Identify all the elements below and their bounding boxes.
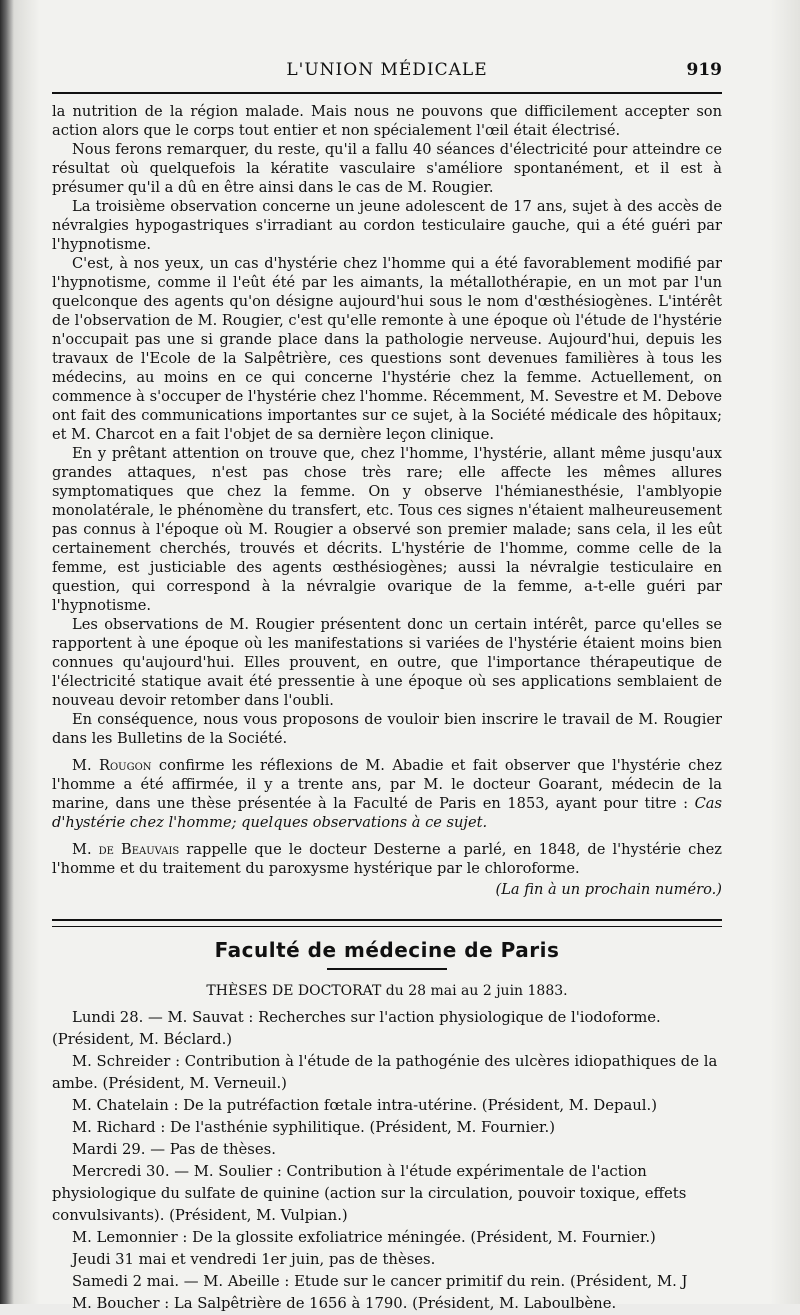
thesis-entry: Jeudi 31 mai et vendredi 1er juin, pas de thèses.: [72, 1251, 436, 1268]
thesis-entry: Mercredi 30. — M. Soulier : Contribution à l'étude expérimentale de l'action physiologique du sulfate de quinine (action sur la circulation, pouvoir toxique, effets convulsivants). (Président, M. Vulpian.): [52, 1163, 687, 1224]
theses-heading: THÈSES DE DOCTORAT du 28 mai au 2 juin 1883.: [206, 983, 568, 999]
beauvais-paragraph: [52, 840, 722, 878]
paragraph: Nous ferons remarquer, du reste, qu'il a fallu 40 séances d'électricité pour atteindre ce résultat où quelquefois la kératite vasculaire s'améliore spontanément, et il est à présumer qu'il a dû en être ainsi dans le cas de M. Rougier.: [52, 141, 722, 196]
thesis-entry: M. Lemonnier : De la glossite exfoliatrice méningée. (Président, M. Fournier.): [72, 1229, 656, 1246]
page-number: 919: [686, 60, 722, 80]
paragraph: Les observations de M. Rougier présentent donc un certain intérêt, parce qu'elles se rapportent à une époque où les manifestations si variées de l'hystérie étaient moins bien connues qu'aujourd'hui. Elles prouvent, en outre, que l'importance thérapeutique de l'électricité statique avait été pressentie à une époque où ses applications semblaient de nouveau devoir retomber dans l'oubli.: [52, 616, 722, 709]
section-divider: [52, 919, 722, 927]
header-rule: [52, 92, 722, 94]
paragraph: La troisième observation concerne un jeune adolescent de 17 ans, sujet à des accès de névralgies hypogastriques s'irradiant au cordon testiculaire gauche, qui a été guéri par l'hypnotisme.: [52, 198, 722, 253]
theses-list: [52, 1007, 722, 1315]
beauvais-text: rappelle que le docteur Desterne a parlé, en 1848, de l'hystérie chez l'homme et du traitement du paroxysme hystérique par le chloroforme.: [52, 841, 722, 877]
rougon-text: confirme les réflexions de M. Abadie et fait observer que l'hystérie chez l'homme a été affirmée, il y a trente ans, par M. le docteur Goarant, médecin de la marine, dans une thèse présentée à la Faculté de Paris en 1853, ayant pour titre :: [52, 757, 722, 812]
thesis-entry: Lundi 28. — M. Sauvat : Recherches sur l'action physiologique de l'iodoforme. (Président, M. Béclard.): [52, 1009, 661, 1048]
paragraph: En y prêtant attention on trouve que, chez l'homme, l'hystérie, allant même jusqu'aux grandes attaques, n'est pas chose très rare; elle affecte les mêmes allures symptomatiques que chez la femme. On y observe l'hémianesthésie, l'amblyopie monolatérale, le phénomène du transfert, etc. Tous ces signes n'étaient malheureusement pas connus à l'époque où M. Rougier a observé son premier malade; sans cela, il les eût certainement cherchés, trouvés et décrits. L'hystérie de l'homme, comme celle de la femme, est justiciable des agents œsthésiogènes; aussi la névralgie testiculaire en question, qui correspond à la névralgie ovarique de la femme, a-t-elle guéri par l'hypnotisme.: [52, 445, 722, 614]
section-title: Faculté de médecine de Paris: [214, 938, 560, 962]
paragraph: En conséquence, nous vous proposons de vouloir bien inscrire le travail de M. Rougier dans les Bulletins de la Société.: [52, 711, 722, 747]
title-underline: [327, 968, 447, 970]
thesis-entry: M. Schreider : Contribution à l'étude de la pathogénie des ulcères idiopathiques de la ambe. (Président, M. Verneuil.): [52, 1053, 718, 1092]
page-header: [52, 58, 722, 88]
thesis-entry: Samedi 2 mai. — M. Abeille : Etude sur le cancer primitif du rein. (Président, M. J: [72, 1273, 688, 1290]
paragraph: C'est, à nos yeux, un cas d'hystérie chez l'homme qui a été favorablement modifié par l'hypnotisme, comme il l'eût été par les aimants, la métallothérapie, en un mot par l'un quelconque des agents qu'on désigne aujourd'hui sous le nom d'œsthésiogènes. L'intérêt de l'observation de M. Rougier, c'est qu'elle remonte à une époque où l'étude de l'hystérie n'occupait pas une si grande place dans la pathologie nerveuse. Aujourd'hui, depuis les travaux de l'Ecole de la Salpêtrière, ces questions sont devenues familières à tous les médecins, au moins en ce qui concerne l'hystérie chez la femme. Actuellement, on commence à s'occuper de l'hystérie chez l'homme. Récemment, M. Sevestre et M. Debove ont fait des communications importantes sur ce sujet, à la Société médicale des hôpitaux; et M. Charcot en a fait l'objet de sa dernière leçon clinique.: [52, 255, 722, 443]
thesis-entry: M. Chatelain : De la putréfaction fœtale intra-utérine. (Président, M. Depaul.): [72, 1097, 658, 1114]
paragraph: la nutrition de la région malade. Mais nous ne pouvons que difficilement accepter son action alors que le corps tout entier et non spécialement l'œil était électrisé.: [52, 103, 722, 139]
continued-note: (La fin à un prochain numéro.): [495, 881, 722, 898]
speaker-name: M. Rougon: [72, 757, 152, 774]
running-title: L'UNION MÉDICALE: [286, 60, 488, 80]
rougon-paragraph: [52, 756, 722, 832]
article-body: [52, 102, 722, 1315]
thesis-entry: M. Boucher : La Salpêtrière de 1656 à 1790. (Président, M. Laboulbène.: [72, 1295, 617, 1312]
thesis-title: Cas d'hystérie chez l'homme; quelques observations à ce sujet.: [52, 795, 722, 831]
thesis-entry: Mardi 29. — Pas de thèses.: [72, 1141, 276, 1158]
speaker-name: M. de Beauvais: [72, 841, 180, 858]
thesis-entry: M. Richard : De l'asthénie syphilitique. (Président, M. Fournier.): [72, 1119, 555, 1136]
